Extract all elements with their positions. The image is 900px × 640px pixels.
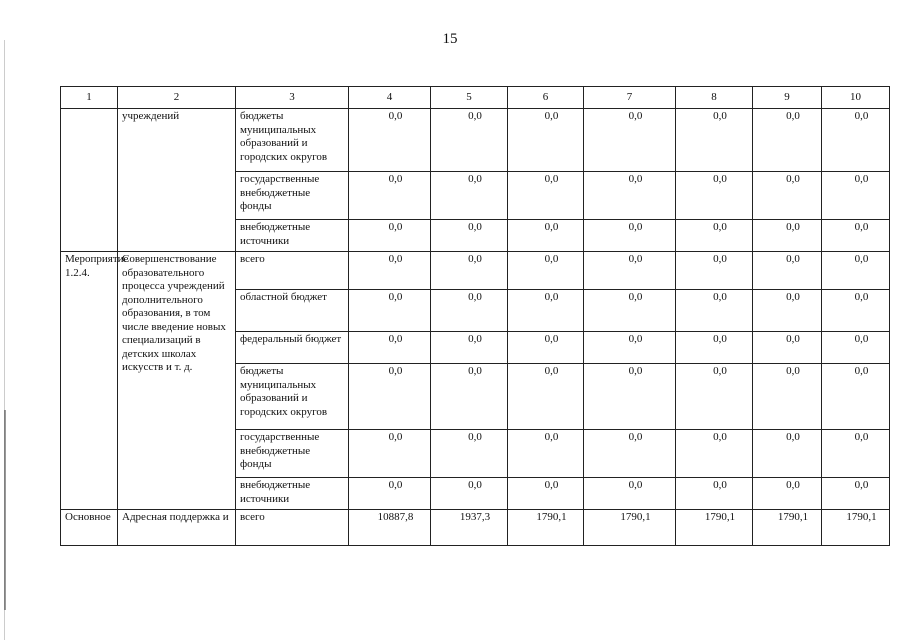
- value-text: 0,0: [544, 173, 559, 185]
- value-cell: [822, 364, 890, 430]
- value-cell: [431, 252, 508, 290]
- measure-code-cell: Основное: [61, 510, 118, 546]
- header-cell: 9: [753, 87, 822, 109]
- value-cell: [676, 332, 753, 364]
- value-cell: [676, 220, 753, 252]
- value-text: 0,0: [544, 291, 559, 303]
- value-cell: [822, 430, 890, 478]
- funding-source-cell: всего: [236, 510, 349, 546]
- measure-code-cell: Мероприятие 1.2.4.: [61, 252, 118, 510]
- value-cell: [508, 332, 584, 364]
- table-row: [61, 109, 890, 172]
- value-cell: [431, 478, 508, 510]
- value-cell: [508, 478, 584, 510]
- value-cell: [753, 332, 822, 364]
- value-text: 0,0: [786, 365, 800, 377]
- value-text: 0,0: [854, 333, 869, 345]
- value-cell: [508, 252, 584, 290]
- value-text: 0,0: [388, 110, 403, 122]
- header-row: [61, 87, 890, 109]
- value-cell: [822, 290, 890, 332]
- value-text: 0,0: [713, 479, 727, 491]
- value-text: 0,0: [544, 431, 559, 443]
- value-text: 0,0: [544, 221, 559, 233]
- value-cell: [349, 252, 431, 290]
- value-text: 0,0: [468, 173, 482, 185]
- value-text: 0,0: [388, 253, 403, 265]
- value-cell: [508, 109, 584, 172]
- value-cell: [822, 332, 890, 364]
- value-text: 1937,3: [459, 511, 491, 523]
- value-text: 0,0: [628, 173, 643, 185]
- value-cell: [676, 252, 753, 290]
- value-text: 0,0: [388, 291, 403, 303]
- value-text: 0,0: [713, 110, 727, 122]
- value-text: 0,0: [786, 110, 800, 122]
- value-cell: [753, 510, 822, 546]
- value-text: 0,0: [628, 253, 643, 265]
- value-text: 0,0: [713, 333, 727, 345]
- value-cell: [584, 478, 676, 510]
- budget-table: [60, 86, 890, 546]
- left-margin-scan-mark: [4, 410, 6, 610]
- value-text: 0,0: [786, 479, 800, 491]
- funding-source-cell: областной бюджет: [236, 290, 349, 332]
- value-text: 0,0: [854, 479, 869, 491]
- value-cell: [753, 252, 822, 290]
- funding-source-cell: бюджеты муниципальных образований и городских округов: [236, 109, 349, 172]
- value-text: 1790,1: [777, 511, 809, 523]
- value-cell: [431, 109, 508, 172]
- value-text: 0,0: [628, 479, 643, 491]
- value-cell: [349, 478, 431, 510]
- value-text: 0,0: [786, 253, 800, 265]
- value-text: 0,0: [854, 291, 869, 303]
- value-cell: [676, 109, 753, 172]
- value-cell: [584, 364, 676, 430]
- value-cell: [349, 172, 431, 220]
- value-text: 0,0: [468, 431, 482, 443]
- value-text: 0,0: [713, 365, 727, 377]
- value-cell: [349, 290, 431, 332]
- value-text: 0,0: [854, 173, 869, 185]
- value-text: 1790,1: [704, 511, 736, 523]
- value-cell: [431, 430, 508, 478]
- funding-source-cell: бюджеты муниципальных образований и городских округов: [236, 364, 349, 430]
- value-cell: [822, 478, 890, 510]
- value-cell: [508, 172, 584, 220]
- value-text: 0,0: [388, 365, 403, 377]
- value-cell: [508, 430, 584, 478]
- value-cell: [676, 478, 753, 510]
- header-cell: 4: [349, 87, 431, 109]
- value-text: 0,0: [628, 110, 643, 122]
- value-cell: [349, 220, 431, 252]
- value-cell: [753, 290, 822, 332]
- funding-source-cell: государственные внебюджетные фонды: [236, 172, 349, 220]
- value-text: 0,0: [468, 253, 482, 265]
- value-text: 0,0: [786, 173, 800, 185]
- value-cell: [508, 220, 584, 252]
- value-text: 10887,8: [377, 511, 414, 523]
- value-cell: [431, 172, 508, 220]
- value-cell: [584, 172, 676, 220]
- header-cell: 1: [61, 87, 118, 109]
- value-cell: [822, 172, 890, 220]
- value-cell: [584, 252, 676, 290]
- value-text: 0,0: [468, 110, 482, 122]
- value-text: 0,0: [854, 253, 869, 265]
- value-cell: [431, 290, 508, 332]
- value-cell: [822, 252, 890, 290]
- value-cell: [584, 220, 676, 252]
- value-cell: [676, 430, 753, 478]
- value-text: 0,0: [786, 291, 800, 303]
- value-cell: [822, 109, 890, 172]
- funding-source-cell: государственные внебюджетные фонды: [236, 430, 349, 478]
- value-cell: [584, 290, 676, 332]
- value-cell: [431, 364, 508, 430]
- value-text: 0,0: [854, 110, 869, 122]
- value-text: 0,0: [713, 431, 727, 443]
- value-cell: [753, 430, 822, 478]
- value-text: 0,0: [713, 253, 727, 265]
- value-cell: [349, 332, 431, 364]
- value-text: 0,0: [854, 221, 869, 233]
- funding-source-cell: всего: [236, 252, 349, 290]
- value-text: 1790,1: [536, 511, 567, 523]
- measure-code-cell: [61, 109, 118, 252]
- value-text: 0,0: [544, 333, 559, 345]
- value-cell: [349, 510, 431, 546]
- value-text: 0,0: [388, 173, 403, 185]
- value-text: 1790,1: [620, 511, 651, 523]
- value-cell: [431, 220, 508, 252]
- value-text: 0,0: [544, 253, 559, 265]
- value-text: 0,0: [786, 431, 800, 443]
- value-cell: [508, 510, 584, 546]
- value-text: 0,0: [468, 479, 482, 491]
- header-cell: 3: [236, 87, 349, 109]
- value-cell: [431, 510, 508, 546]
- value-cell: [676, 510, 753, 546]
- value-text: 0,0: [468, 291, 482, 303]
- table-row: [61, 510, 890, 546]
- value-text: 0,0: [786, 333, 800, 345]
- value-text: 0,0: [854, 365, 869, 377]
- value-text: 0,0: [388, 431, 403, 443]
- value-text: 1790,1: [846, 511, 877, 523]
- value-text: 0,0: [468, 221, 482, 233]
- value-cell: [822, 220, 890, 252]
- value-text: 0,0: [468, 333, 482, 345]
- value-cell: [753, 364, 822, 430]
- header-cell: 7: [584, 87, 676, 109]
- table-row: [61, 252, 890, 290]
- value-cell: [676, 172, 753, 220]
- value-cell: [584, 109, 676, 172]
- value-text: 0,0: [544, 479, 559, 491]
- value-text: 0,0: [628, 365, 643, 377]
- value-cell: [584, 430, 676, 478]
- value-cell: [349, 109, 431, 172]
- funding-source-cell: внебюджетные источники: [236, 220, 349, 252]
- value-text: 0,0: [628, 431, 643, 443]
- value-text: 0,0: [628, 221, 643, 233]
- value-text: 0,0: [713, 221, 727, 233]
- value-cell: [508, 290, 584, 332]
- value-cell: [753, 109, 822, 172]
- value-text: 0,0: [544, 110, 559, 122]
- measure-title-cell: Совершенствование образовательного процесса учреждений дополнительного образования, в том числе введение новых специализаций в детских школах искусств и т. д.: [118, 252, 236, 510]
- measure-title-cell: учреждений: [118, 109, 236, 252]
- value-text: 0,0: [713, 173, 727, 185]
- value-cell: [349, 364, 431, 430]
- measure-title-cell: Адресная поддержка и: [118, 510, 236, 546]
- value-cell: [584, 332, 676, 364]
- funding-source-cell: федеральный бюджет: [236, 332, 349, 364]
- header-cell: 10: [822, 87, 890, 109]
- value-cell: [753, 478, 822, 510]
- value-cell: [349, 430, 431, 478]
- value-cell: [676, 364, 753, 430]
- page-number: 15: [442, 31, 458, 47]
- value-text: 0,0: [854, 431, 869, 443]
- header-cell: 6: [508, 87, 584, 109]
- value-cell: [431, 332, 508, 364]
- header-cell: 5: [431, 87, 508, 109]
- value-text: 0,0: [713, 291, 727, 303]
- value-cell: [753, 220, 822, 252]
- value-cell: [508, 364, 584, 430]
- value-text: 0,0: [388, 479, 403, 491]
- value-text: 0,0: [628, 333, 643, 345]
- value-text: 0,0: [544, 365, 559, 377]
- header-cell: 2: [118, 87, 236, 109]
- funding-source-cell: внебюджетные источники: [236, 478, 349, 510]
- value-text: 0,0: [628, 291, 643, 303]
- value-cell: [822, 510, 890, 546]
- value-text: 0,0: [786, 221, 800, 233]
- value-cell: [753, 172, 822, 220]
- header-cell: 8: [676, 87, 753, 109]
- value-text: 0,0: [388, 221, 403, 233]
- value-cell: [676, 290, 753, 332]
- value-text: 0,0: [468, 365, 482, 377]
- value-cell: [584, 510, 676, 546]
- value-text: 0,0: [388, 333, 403, 345]
